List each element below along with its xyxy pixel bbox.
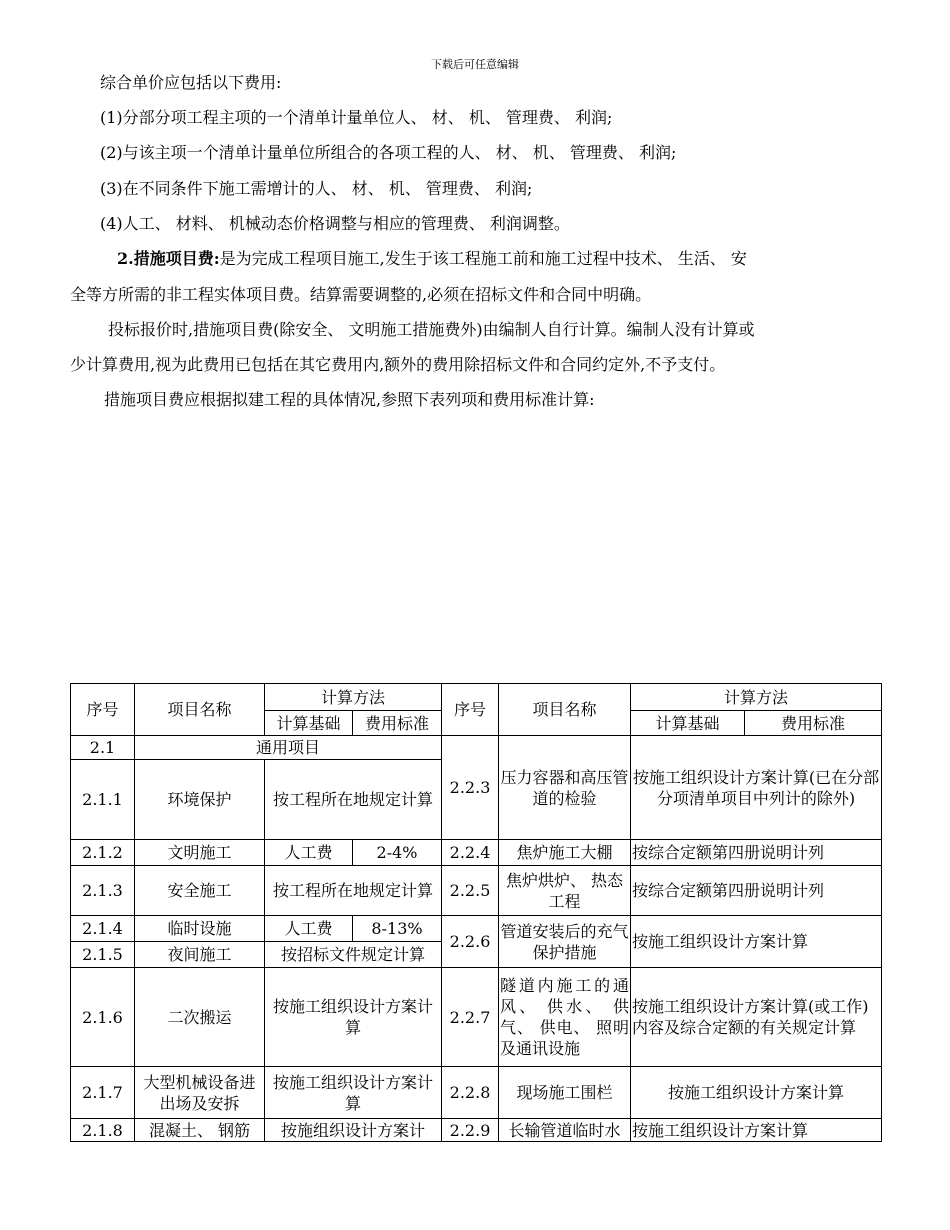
header-standard: 费用标准 bbox=[353, 711, 442, 736]
row-no: 2.1.4 bbox=[71, 916, 135, 942]
header-method-right: 计算方法 bbox=[631, 684, 882, 711]
row-method: 按施工组织设计方案计算(已在分部分项清单项目中列计的除外) bbox=[631, 736, 882, 840]
group-no: 2.1 bbox=[71, 736, 135, 760]
row-method: 按施工组织设计方案计算 bbox=[265, 1067, 442, 1119]
row-name: 夜间施工 bbox=[135, 942, 265, 968]
paragraph-bidding: 投标报价时,措施项目费(除安全、 文明施工措施费外)由编制人自行计算。编制人没有计算或 bbox=[108, 320, 755, 339]
row-basis: 人工费 bbox=[265, 840, 353, 866]
row-method: 按综合定额第四册说明计列 bbox=[631, 840, 882, 866]
header-basis-right: 计算基础 bbox=[631, 711, 745, 736]
row-method: 按工程所在地规定计算 bbox=[265, 760, 442, 840]
row-no: 2.1.3 bbox=[71, 866, 135, 916]
row-no: 2.1.6 bbox=[71, 968, 135, 1067]
row-name: 隧道内施工的通风、 供水、 供气、 供电、 照明及通讯设施 bbox=[499, 968, 631, 1067]
paragraph-item-4: (4)人工、 材料、 机械动态价格调整与相应的管理费、 利润调整。 bbox=[100, 214, 570, 233]
paragraph-item-1: (1)分部分项工程主项的一个清单计量单位人、 材、 机、 管理费、 利润; bbox=[100, 108, 613, 127]
paragraph-item-2: (2)与该主项一个清单计量单位所组合的各项工程的人、 材、 机、 管理费、 利润; bbox=[100, 143, 677, 162]
paragraph-table-intro: 措施项目费应根据拟建工程的具体情况,参照下表列项和费用标准计算: bbox=[104, 390, 595, 409]
row-method: 按施工组织设计方案计算 bbox=[631, 1067, 882, 1119]
paragraph-intro: 综合单价应包括以下费用: bbox=[100, 73, 282, 92]
measures-heading: 2.措施项目费: bbox=[117, 249, 220, 268]
row-no: 2.2.9 bbox=[442, 1119, 499, 1142]
row-name: 现场施工围栏 bbox=[499, 1067, 631, 1119]
row-name: 混凝土、 钢筋 bbox=[135, 1119, 265, 1142]
row-method: 按施工组织设计方案计算 bbox=[631, 916, 882, 968]
header-name-right: 项目名称 bbox=[499, 684, 631, 736]
row-name: 安全施工 bbox=[135, 866, 265, 916]
header-basis: 计算基础 bbox=[265, 711, 353, 736]
row-name: 长输管道临时水 bbox=[499, 1119, 631, 1142]
header-no: 序号 bbox=[71, 684, 135, 736]
row-no: 2.2.8 bbox=[442, 1067, 499, 1119]
row-name: 压力容器和高压管道的检验 bbox=[499, 736, 631, 840]
row-name: 文明施工 bbox=[135, 840, 265, 866]
row-method: 按施工组织设计方案计算 bbox=[265, 968, 442, 1067]
row-name: 大型机械设备进出场及安拆 bbox=[135, 1067, 265, 1119]
row-no: 2.2.4 bbox=[442, 840, 499, 866]
paragraph-item-3: (3)在不同条件下施工需增计的人、 材、 机、 管理费、 利润; bbox=[100, 179, 533, 198]
row-no: 2.2.3 bbox=[442, 736, 499, 840]
row-no: 2.1.7 bbox=[71, 1067, 135, 1119]
row-name: 管道安装后的充气保护措施 bbox=[499, 916, 631, 968]
paragraph-measures bbox=[117, 249, 747, 269]
row-no: 2.1.5 bbox=[71, 942, 135, 968]
row-method: 按工程所在地规定计算 bbox=[265, 866, 442, 916]
row-standard: 2-4% bbox=[353, 840, 442, 866]
row-method: 按施工组织设计方案计算 bbox=[631, 1119, 882, 1142]
row-no: 2.2.7 bbox=[442, 968, 499, 1067]
header-name: 项目名称 bbox=[135, 684, 265, 736]
header-standard-right: 费用标准 bbox=[745, 711, 882, 736]
header-note: 下载后可任意编辑 bbox=[431, 58, 519, 71]
row-method: 按招标文件规定计算 bbox=[265, 942, 442, 968]
row-name: 焦炉施工大棚 bbox=[499, 840, 631, 866]
paragraph-measures-cont: 全等方所需的非工程实体项目费。结算需要调整的,必须在招标文件和合同中明确。 bbox=[70, 285, 652, 304]
row-no: 2.1.1 bbox=[71, 760, 135, 840]
row-no: 2.1.8 bbox=[71, 1119, 135, 1142]
measures-fee-table bbox=[70, 683, 882, 1142]
row-no: 2.2.5 bbox=[442, 866, 499, 916]
header-method: 计算方法 bbox=[265, 684, 442, 711]
row-method: 按施组织设计方案计 bbox=[265, 1119, 442, 1142]
group-name: 通用项目 bbox=[135, 736, 442, 760]
row-method: 按综合定额第四册说明计列 bbox=[631, 866, 882, 916]
row-name: 环境保护 bbox=[135, 760, 265, 840]
row-method: 按施工组织设计方案计算(或工作)内容及综合定额的有关规定计算 bbox=[631, 968, 882, 1067]
paragraph-bidding-cont: 少计算费用,视为此费用已包括在其它费用内,额外的费用除招标文件和合同约定外,不予支付。 bbox=[70, 355, 726, 374]
row-name: 二次搬运 bbox=[135, 968, 265, 1067]
measures-text: 是为完成工程项目施工,发生于该工程施工前和施工过程中技术、 生活、 安 bbox=[219, 249, 747, 268]
row-no: 2.2.6 bbox=[442, 916, 499, 968]
row-basis: 人工费 bbox=[265, 916, 353, 942]
header-no-right: 序号 bbox=[442, 684, 499, 736]
row-name: 临时设施 bbox=[135, 916, 265, 942]
row-standard: 8-13% bbox=[353, 916, 442, 942]
row-no: 2.1.2 bbox=[71, 840, 135, 866]
row-name: 焦炉烘炉、 热态工程 bbox=[499, 866, 631, 916]
